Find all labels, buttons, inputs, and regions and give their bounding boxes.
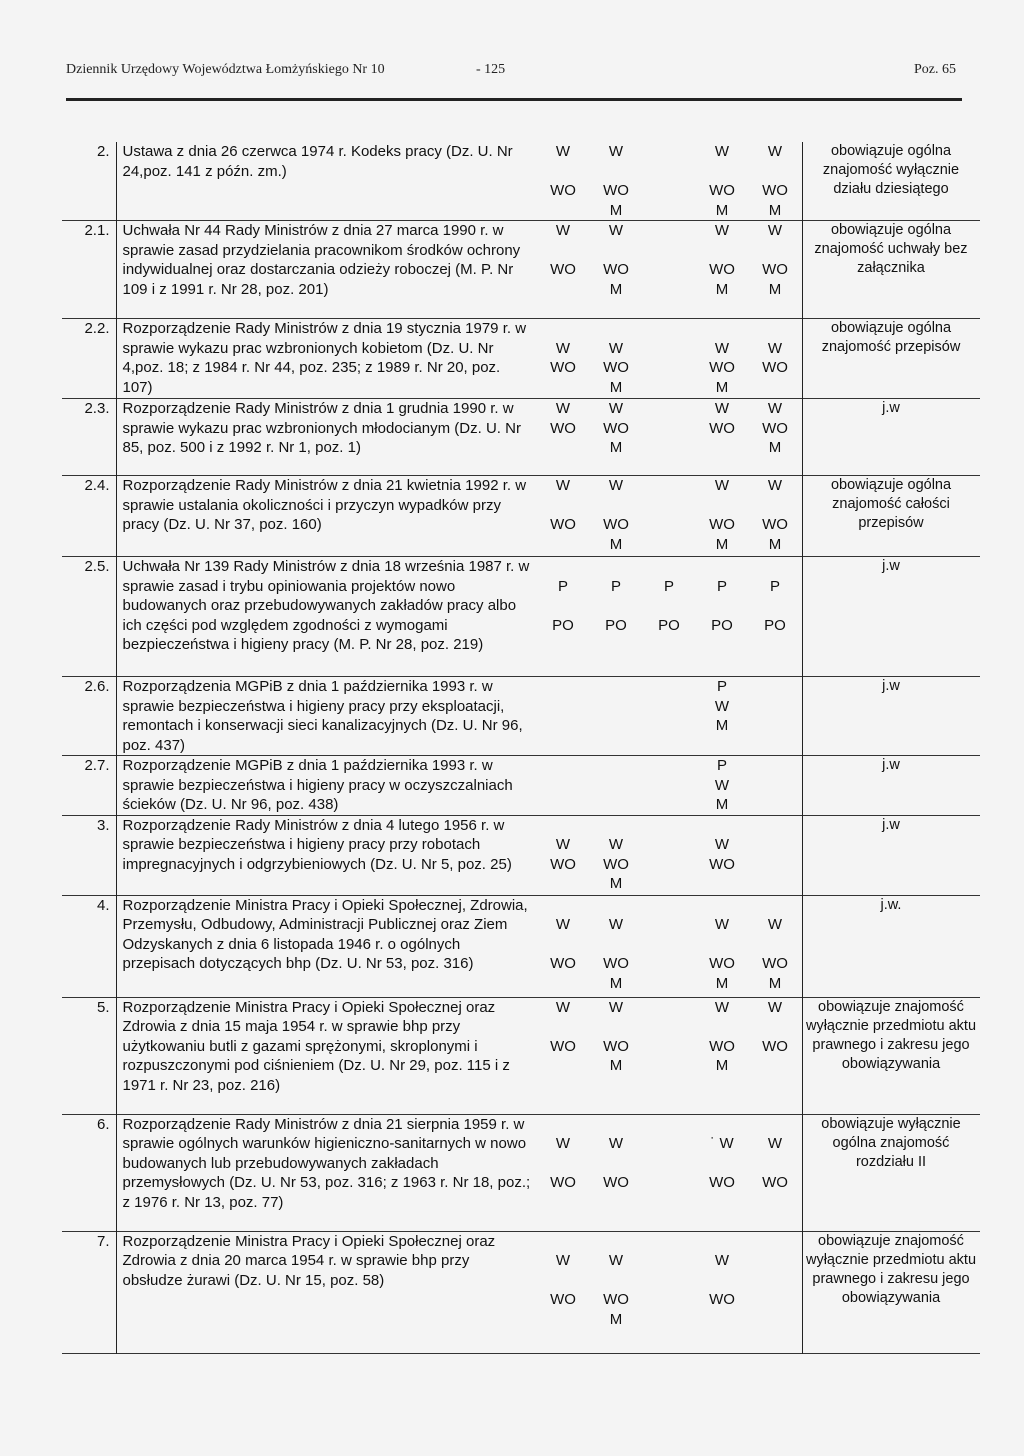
training-level-cell — [537, 476, 590, 557]
training-level-cell — [696, 895, 749, 997]
regulation-title: Uchwała Nr 44 Rady Ministrów z dnia 27 marca 1990 r. w sprawie zasad przydzielania pracownikom środków ochrony indywidualnej oraz dostarczania odzieży roboczej (M. P. Nr 109 i z 1991 r. Nr 28, poz. 201) — [122, 222, 521, 298]
training-code: M — [609, 280, 623, 298]
training-code: WO — [709, 182, 735, 199]
regulation-title: Ustawa z dnia 26 czerwca 1974 r. Kodeks pracy (Dz. U. Nr 24,poz. 141 z późn. zm.) — [122, 143, 513, 180]
training-level-cell — [537, 319, 590, 399]
training-level-cell — [590, 1114, 643, 1231]
regulation-title: Rozporządzenie Rady Ministrów z dnia 1 grudnia 1990 r. w sprawie wykazu prac wzbronionych młodocianym (Dz. U. Nr 85, poz. 500 i z 1992 r. Nr 1, poz. 1) — [122, 400, 521, 456]
training-code: W — [555, 222, 571, 239]
training-level-cell — [749, 1114, 803, 1231]
row-number: 7. — [62, 1231, 116, 1353]
training-code: WO — [603, 1291, 629, 1308]
row-number: 2.4. — [62, 476, 116, 557]
scope-note: j.w — [802, 399, 980, 476]
row-number: 3. — [62, 815, 116, 895]
training-level-cell — [749, 476, 803, 557]
training-code: WO — [709, 1174, 735, 1191]
training-code: WO — [550, 855, 576, 873]
training-code: M — [715, 535, 729, 553]
table-row — [62, 221, 980, 319]
training-level-cell — [537, 399, 590, 476]
training-level-cell — [696, 1231, 749, 1353]
training-code: WO — [709, 359, 735, 376]
training-level-cell — [643, 756, 696, 816]
regulations-table — [62, 142, 980, 1354]
training-code: WO — [762, 182, 788, 199]
training-code: WO — [762, 359, 788, 376]
training-code: WO — [603, 359, 629, 376]
training-level-cell — [643, 476, 696, 557]
training-code: M — [609, 875, 623, 892]
training-level-cell — [590, 557, 643, 677]
training-code: W — [767, 916, 783, 933]
training-code: M — [768, 280, 782, 298]
table-row — [62, 1231, 980, 1353]
training-level-cell — [749, 815, 803, 895]
row-number: 2.5. — [62, 557, 116, 677]
training-code: ˙ W — [710, 1135, 734, 1152]
training-code: M — [715, 280, 729, 298]
training-level-cell — [643, 319, 696, 399]
training-level-cell — [749, 319, 803, 399]
training-code: P — [663, 577, 674, 595]
training-code: W — [608, 1252, 624, 1269]
row-number: 2.2. — [62, 319, 116, 399]
training-code: WO — [709, 955, 735, 972]
training-code: M — [715, 717, 729, 734]
training-level-cell — [643, 1231, 696, 1353]
training-level-cell — [696, 997, 749, 1114]
training-code: WO — [603, 955, 629, 972]
header-rule — [66, 98, 962, 101]
training-code: M — [768, 201, 782, 219]
regulation-title: Rozporządzenie Ministra Pracy i Opieki Społecznej oraz Zdrowia z dnia 15 maja 1954 r. w sprawie bhp przy użytkowaniu butli z gazami sprężonymi, skroplonymi i rozpuszczonymi pod ciśnieniem (Dz. U. Nr 29, poz. 115 i z 1971 r. Nr 23, poz. 216) — [122, 998, 510, 1094]
training-code: W — [767, 222, 783, 239]
training-code: WO — [709, 516, 735, 533]
training-level-cell — [696, 399, 749, 476]
training-code: WO — [603, 182, 629, 199]
training-code: W — [608, 143, 624, 160]
training-level-cell — [749, 399, 803, 476]
training-code: W — [714, 222, 730, 239]
training-code: WO — [603, 855, 629, 873]
training-level-cell — [590, 221, 643, 319]
training-code: M — [715, 378, 729, 396]
training-code: M — [609, 1057, 623, 1074]
scope-note: obowiązuje znajomość wyłącznie przedmiotu aktu prawnego i zakresu jego obowiązywania — [802, 997, 980, 1114]
training-code: WO — [709, 1291, 735, 1308]
training-code: WO — [762, 419, 788, 437]
regulation-title: Rozporządzenie Ministra Pracy i Opieki Społecznej, Zdrowia, Przemysłu, Odbudowy, Administracji Publicznej oraz Ziem Odzyskanych z dnia 6 listopada 1946 r. o ogólnych przepisach dotyczących bhp (Dz. U. Nr 53, poz. 316) — [122, 896, 528, 972]
training-code: PO — [552, 616, 574, 634]
scope-note: obowiązuje wyłącznie ogólna znajomość rozdziału II — [802, 1114, 980, 1231]
training-code: W — [555, 998, 571, 1016]
training-level-cell — [696, 1114, 749, 1231]
regulation-title: Rozporządzenie Rady Ministrów z dnia 4 lutego 1956 r. w sprawie bezpieczeństwa i higieny pracy przy robotach impregnacyjnych i odgrzybieniowych (Dz. U. Nr 5, poz. 25) — [122, 816, 512, 873]
training-code: W — [555, 1135, 571, 1152]
training-level-cell — [643, 557, 696, 677]
training-code: M — [715, 796, 729, 813]
training-level-cell — [537, 142, 590, 221]
table-row — [62, 399, 980, 476]
training-code: WO — [550, 419, 576, 437]
training-code: P — [769, 577, 780, 595]
training-code: M — [609, 974, 623, 992]
table-row — [62, 677, 980, 756]
training-level-cell — [696, 557, 749, 677]
training-code: WO — [762, 261, 788, 278]
training-level-cell — [643, 1114, 696, 1231]
training-code: WO — [603, 1174, 629, 1191]
training-code: WO — [709, 1037, 735, 1055]
scope-note: j.w. — [802, 895, 980, 997]
training-code: M — [609, 378, 623, 396]
row-number: 2.6. — [62, 677, 116, 756]
training-level-cell — [537, 1231, 590, 1353]
training-code: PO — [711, 616, 733, 634]
training-code: W — [714, 836, 730, 853]
training-level-cell — [696, 221, 749, 319]
training-level-cell — [749, 895, 803, 997]
scope-note: j.w — [802, 815, 980, 895]
training-level-cell — [537, 677, 590, 756]
training-code: M — [609, 201, 623, 219]
training-code: WO — [603, 419, 629, 437]
training-level-cell — [749, 221, 803, 319]
training-code: P — [716, 577, 727, 595]
training-code: P — [610, 577, 621, 595]
training-code: W — [555, 477, 571, 494]
journal-title: Dziennik Urzędowy Województwa Łomżyńskiego Nr 10 — [66, 62, 385, 77]
training-level-cell — [749, 557, 803, 677]
table-row — [62, 895, 980, 997]
training-code: WO — [709, 855, 735, 873]
training-code: WO — [762, 955, 788, 972]
training-code: WO — [550, 1037, 576, 1055]
training-code: M — [609, 535, 623, 553]
training-code: W — [608, 836, 624, 853]
training-code: W — [555, 1252, 571, 1269]
training-code: W — [555, 339, 571, 357]
table-row — [62, 815, 980, 895]
training-code: WO — [603, 516, 629, 533]
training-code: M — [768, 439, 782, 456]
training-level-cell — [590, 815, 643, 895]
training-code: WO — [762, 1174, 788, 1191]
training-code: WO — [550, 1174, 576, 1191]
training-level-cell — [696, 677, 749, 756]
training-level-cell — [537, 997, 590, 1114]
training-level-cell — [590, 677, 643, 756]
training-level-cell — [590, 319, 643, 399]
regulation-title: Rozporządzenia MGPiB z dnia 1 października 1993 r. w sprawie bezpieczeństwa i higieny pracy przy eksploatacji, remontach i konserwacji sieci kanalizacyjnych (Dz. U. Nr 96, poz. 437) — [122, 678, 523, 754]
training-level-cell — [590, 142, 643, 221]
training-code: W — [767, 400, 783, 417]
training-code: WO — [550, 1291, 576, 1308]
regulation-title: Rozporządzenie MGPiB z dnia 1 października 1993 r. w sprawie bezpieczeństwa i higieny pracy w oczyszczalniach ścieków (Dz. U. Nr 96, poz. 438) — [122, 757, 513, 813]
row-number: 2.3. — [62, 399, 116, 476]
row-number: 6. — [62, 1114, 116, 1231]
training-level-cell — [537, 756, 590, 816]
training-level-cell — [590, 476, 643, 557]
training-code: WO — [709, 261, 735, 278]
training-level-cell — [749, 997, 803, 1114]
table-row — [62, 557, 980, 677]
training-level-cell — [696, 756, 749, 816]
training-code: W — [608, 1135, 624, 1152]
training-code: WO — [762, 516, 788, 533]
regulation-title: Rozporządzenie Rady Ministrów z dnia 19 stycznia 1979 r. w sprawie wykazu prac wzbronionych kobietom (Dz. U. Nr 4,poz. 18; z 1984 r. Nr 44, poz. 235; z 1989 r. Nr 20, poz. 107) — [122, 320, 527, 396]
training-code: W — [714, 143, 730, 160]
table-row — [62, 1114, 980, 1231]
training-code: M — [609, 439, 623, 456]
training-level-cell — [643, 142, 696, 221]
training-code: W — [767, 143, 783, 160]
training-code: W — [767, 477, 783, 494]
scope-note: j.w — [802, 756, 980, 816]
training-code: W — [714, 998, 730, 1016]
training-code: PO — [605, 616, 627, 634]
training-code: W — [714, 477, 730, 494]
scope-note: j.w — [802, 557, 980, 677]
training-code: W — [767, 998, 783, 1016]
training-code: W — [555, 400, 571, 417]
training-code: W — [767, 339, 783, 357]
training-code: WO — [603, 1037, 629, 1055]
training-level-cell — [643, 895, 696, 997]
training-code: WO — [709, 419, 735, 437]
training-code: W — [714, 916, 730, 933]
training-code: W — [608, 998, 624, 1016]
training-code: W — [608, 400, 624, 417]
training-code: M — [768, 974, 782, 992]
training-level-cell — [696, 142, 749, 221]
training-code: P — [716, 678, 727, 695]
training-code: W — [555, 836, 571, 853]
training-code: M — [715, 974, 729, 992]
scope-note: j.w — [802, 677, 980, 756]
training-level-cell — [696, 319, 749, 399]
training-code: W — [714, 1252, 730, 1269]
training-code: W — [555, 916, 571, 933]
regulation-title: Rozporządzenie Ministra Pracy i Opieki Społecznej oraz Zdrowia z dnia 20 marca 1954 r. w sprawie bhp przy obsłudze żurawi (Dz. U. Nr 15, poz. 58) — [122, 1232, 496, 1289]
training-code: WO — [550, 359, 576, 376]
scope-note: obowiązuje ogólna znajomość uchwały bez załącznika — [802, 221, 980, 319]
table-row — [62, 142, 980, 221]
training-code: WO — [550, 182, 576, 199]
training-level-cell — [537, 1114, 590, 1231]
table-row — [62, 997, 980, 1114]
training-code: P — [557, 577, 568, 595]
training-level-cell — [590, 997, 643, 1114]
row-number: 5. — [62, 997, 116, 1114]
training-code: M — [715, 201, 729, 219]
position-number: Poz. 65 — [914, 62, 956, 77]
training-level-cell — [749, 756, 803, 816]
training-code: W — [767, 1135, 783, 1152]
training-code: WO — [603, 261, 629, 278]
scope-note: obowiązuje ogólna znajomość całości przepisów — [802, 476, 980, 557]
training-level-cell — [537, 895, 590, 997]
scope-note: obowiązuje znajomość wyłącznie przedmiotu aktu prawnego i zakresu jego obowiązywania — [802, 1231, 980, 1353]
training-code: PO — [764, 616, 786, 634]
training-level-cell — [643, 815, 696, 895]
scope-note: obowiązuje ogólna znajomość przepisów — [802, 319, 980, 399]
training-level-cell — [590, 399, 643, 476]
training-level-cell — [590, 756, 643, 816]
training-code: W — [714, 697, 730, 715]
table-row — [62, 476, 980, 557]
training-code: P — [716, 757, 727, 774]
scope-note: obowiązuje ogólna znajomość wyłącznie działu dziesiątego — [802, 142, 980, 221]
training-code: W — [714, 776, 730, 794]
training-code: M — [715, 1057, 729, 1074]
training-level-cell — [749, 1231, 803, 1353]
training-level-cell — [590, 1231, 643, 1353]
training-level-cell — [537, 815, 590, 895]
training-code: M — [768, 535, 782, 553]
training-level-cell — [749, 142, 803, 221]
row-number: 2.1. — [62, 221, 116, 319]
page-number: - 125 — [476, 62, 506, 77]
training-code: W — [608, 339, 624, 357]
training-code: W — [608, 222, 624, 239]
training-code: WO — [550, 955, 576, 972]
table-row — [62, 756, 980, 816]
training-code: W — [714, 339, 730, 357]
training-code: WO — [550, 516, 576, 533]
training-code: W — [714, 400, 730, 417]
training-code: M — [609, 1310, 623, 1328]
training-level-cell — [643, 399, 696, 476]
training-level-cell — [643, 677, 696, 756]
table-row — [62, 319, 980, 399]
training-level-cell — [590, 895, 643, 997]
training-level-cell — [537, 221, 590, 319]
row-number: 2. — [62, 142, 116, 221]
regulation-title: Uchwała Nr 139 Rady Ministrów z dnia 18 września 1987 r. w sprawie zasad i trybu opiniowania projektów nowo budowanych oraz przebudowywanych zakładów pracy albo ich części pod względem zgodności z wymogami bezpieczeństwa i higieny pracy (M. P. Nr 28, poz. 219) — [122, 558, 530, 653]
training-code: PO — [658, 616, 680, 634]
training-code: WO — [550, 261, 576, 278]
regulation-title: Rozporządzenie Rady Ministrów z dnia 21 kwietnia 1992 r. w sprawie ustalania okoliczności i przyczyn wypadków przy pracy (Dz. U. Nr 37, poz. 160) — [122, 477, 527, 533]
training-code: W — [608, 477, 624, 494]
regulation-title: Rozporządzenie Rady Ministrów z dnia 21 sierpnia 1959 r. w sprawie ogólnych warunków higieniczno-sanitarnych w nowo budowanych lub przebudowywanych zakładach przemysłowych (Dz. U. Nr 53, poz. 316; z 1963 r. Nr 18, poz.; z 1976 r. Nr 13, poz. 77) — [122, 1115, 531, 1211]
training-level-cell — [643, 997, 696, 1114]
row-number: 2.7. — [62, 756, 116, 816]
training-code: WO — [762, 1037, 788, 1055]
training-level-cell — [643, 221, 696, 319]
training-level-cell — [696, 476, 749, 557]
training-level-cell — [696, 815, 749, 895]
row-number: 4. — [62, 895, 116, 997]
training-code: W — [555, 143, 571, 160]
training-level-cell — [749, 677, 803, 756]
training-level-cell — [537, 557, 590, 677]
page-header — [66, 62, 956, 88]
training-code: W — [608, 916, 624, 933]
